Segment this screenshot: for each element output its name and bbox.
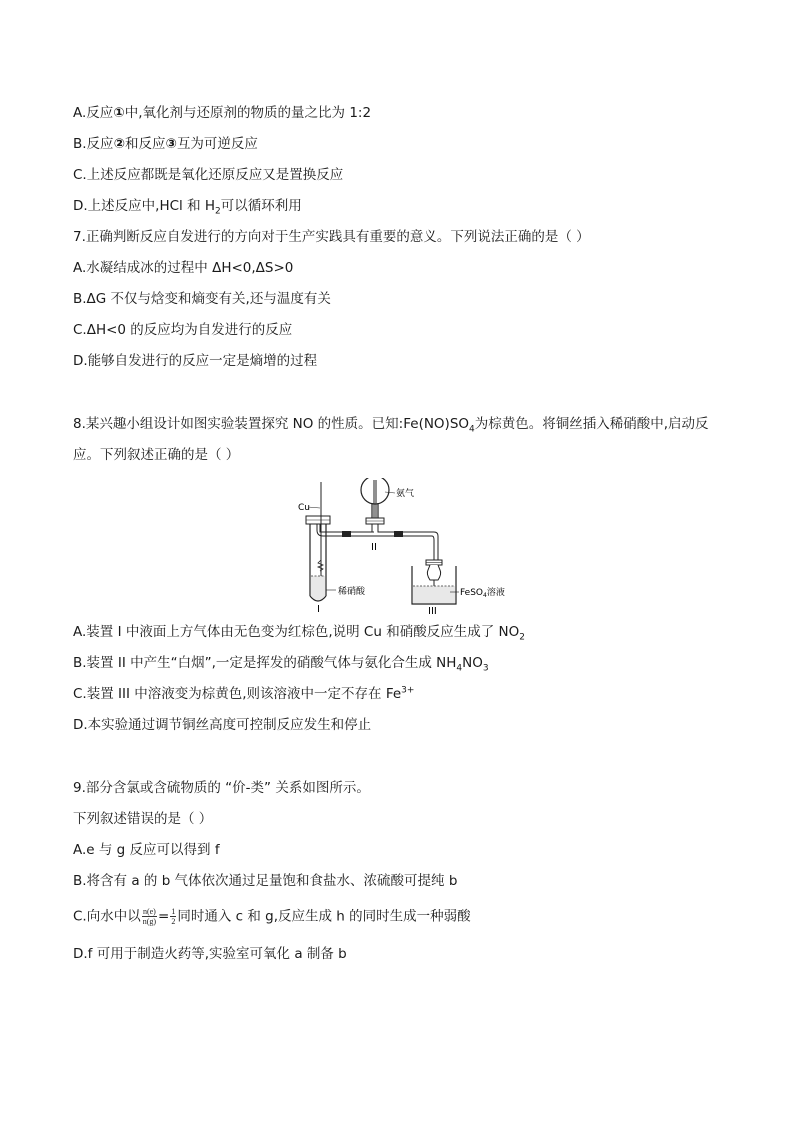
q8-c-sup: 3+: [401, 685, 415, 696]
q6-b-text2: 和反应: [125, 136, 166, 152]
q6-b-circled-3: ③: [165, 136, 177, 152]
label-roman-1: I: [317, 604, 320, 614]
q9-option-a: A.e 与 g 反应可以得到 f: [73, 842, 220, 858]
q6-option-d: [73, 197, 302, 215]
q6-b-text: B.反应: [73, 136, 114, 152]
q6-d-sub: 2: [215, 206, 221, 217]
q8-c-text: C.装置 III 中溶液变为棕黄色,则该溶液中一定不存在 Fe: [73, 686, 402, 702]
q8-stem-sub: 4: [469, 424, 475, 435]
fraction-numerator: n(e): [142, 907, 156, 916]
q8-a-sub: 2: [519, 632, 525, 643]
ratio-fraction: [142, 907, 157, 926]
experiment-apparatus-figure: [290, 478, 520, 614]
q6-a-text2: 中,氧化剂与还原剂的物质的量之比为 1:2: [124, 105, 372, 121]
q8-stem-line1: [73, 415, 709, 433]
q6-b-circled-2: ②: [113, 136, 125, 152]
connector-1: [342, 531, 351, 537]
q8-option-d: D.本实验通过调节铜丝高度可控制反应发生和停止: [73, 717, 372, 733]
q8-option-c: [73, 685, 414, 703]
q7-option-a: A.水凝结成冰的过程中 ΔH<0,ΔS>0: [73, 260, 294, 276]
q8-b-text2: NO: [462, 655, 483, 671]
label-roman-3: III: [428, 606, 437, 614]
q6-d-text: D.上述反应中,HCl 和 H: [73, 198, 216, 214]
equals-sign: =: [158, 908, 170, 925]
q6-option-a: [73, 104, 371, 122]
q8-a-text: A.装置 I 中液面上方气体由无色变为红棕色,说明 Cu 和硝酸反应生成了 NO: [73, 624, 520, 640]
q7-option-c: C.ΔH<0 的反应均为自发进行的反应: [73, 322, 293, 338]
label-ammonia: 氨气: [396, 489, 415, 499]
connector-2: [394, 531, 403, 537]
q6-option-c: C.上述反应都既是氧化还原反应又是置换反应: [73, 167, 344, 183]
q6-a-text: A.反应: [73, 105, 114, 121]
q9-sub-stem: 下列叙述错误的是（ ）: [73, 811, 213, 827]
fraction-denominator: n(g): [142, 917, 157, 926]
q7-option-d: D.能够自发进行的反应一定是熵增的过程: [73, 353, 318, 369]
q8-b-text: B.装置 II 中产生“白烟”,一定是挥发的硝酸气体与氨化合生成 NH: [73, 655, 457, 671]
q6-b-text3: 互为可逆反应: [176, 136, 258, 152]
q9-option-b: B.将含有 a 的 b 气体依次通过足量饱和食盐水、浓硫酸可提纯 b: [73, 873, 458, 889]
feso4-text: FeSO: [460, 588, 484, 598]
half-numerator: 1: [171, 907, 176, 916]
label-cu: Cu: [298, 503, 310, 513]
label-roman-2: II: [371, 542, 377, 553]
q9-c-text: C.向水中以: [73, 908, 141, 925]
flask-2: [361, 478, 430, 536]
q8-stem-line2: 应。下列叙述正确的是（ ）: [73, 447, 240, 463]
label-feso4-solution: [460, 586, 505, 599]
test-tube-1: [306, 482, 374, 601]
half-denominator: 2: [171, 917, 176, 926]
label-dilute-nitric-acid: 稀硝酸: [338, 587, 366, 597]
q8-b-sub2: 3: [482, 663, 489, 674]
q9-option-c: [73, 907, 471, 926]
q8-option-a: [73, 623, 525, 641]
q9-stem: 9.部分含氯或含硫物质的 “价-类” 关系如图所示。: [73, 780, 370, 796]
q9-c-text2: 同时通入 c 和 g,反应生成 h 的同时生成一种弱酸: [177, 908, 471, 925]
beaker-3: [412, 532, 456, 604]
q8-stem-text2: 为棕黄色。将铜丝插入稀硝酸中,启动反: [474, 416, 709, 432]
q8-b-sub: 4: [456, 663, 463, 674]
q6-d-text2: 可以循环利用: [220, 198, 302, 214]
q8-option-b: [73, 654, 489, 672]
q7-stem: 7.正确判断反应自发进行的方向对于生产实践具有重要的意义。下列说法正确的是（ ）: [73, 229, 590, 245]
feso4-sub: 4: [483, 592, 487, 599]
q6-option-b: [73, 135, 258, 153]
q7-option-b: B.ΔG 不仅与焓变和熵变有关,还与温度有关: [73, 291, 331, 307]
q8-stem-text: 8.某兴趣小组设计如图实验装置探究 NO 的性质。已知:Fe(NO)SO: [73, 416, 470, 432]
feso4-suffix: 溶液: [486, 588, 505, 598]
q9-option-d: D.f 可用于制造火药等,实验室可氧化 a 制备 b: [73, 946, 347, 962]
q6-a-circled-1: ①: [113, 105, 125, 121]
half-fraction: [170, 907, 176, 926]
